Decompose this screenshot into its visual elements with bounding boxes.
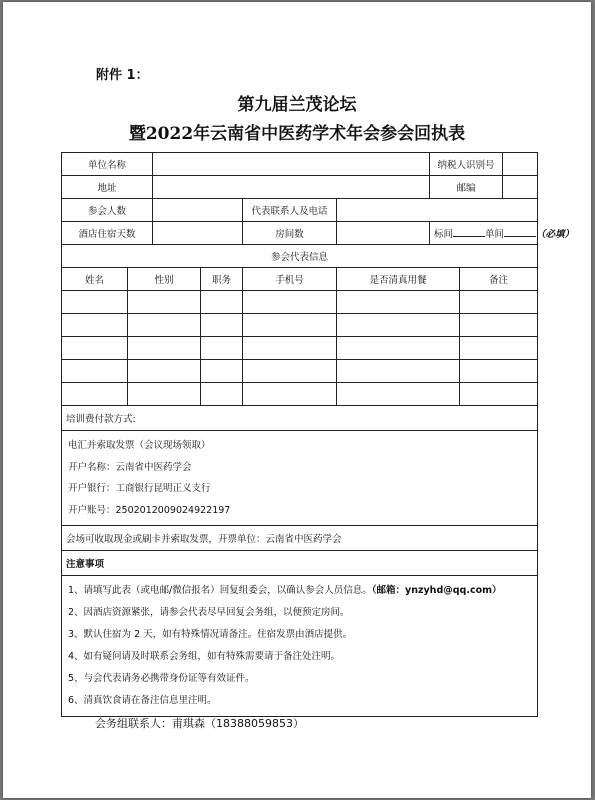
onsite-payment-text: 会场可收取现金或刷卡并索取发票，开票单位：云南省中医药学会 bbox=[62, 526, 538, 551]
notes-block bbox=[62, 576, 538, 717]
required-label: （必填） bbox=[536, 229, 575, 240]
col-header-halal: 是否清真用餐 bbox=[337, 268, 460, 291]
attendee-count-label: 参会人数 bbox=[62, 199, 153, 222]
hotel-days-field[interactable] bbox=[153, 222, 243, 245]
rep-contact-field[interactable] bbox=[337, 199, 538, 222]
row-unit bbox=[62, 153, 538, 176]
single-room-label: 单间 bbox=[485, 229, 505, 240]
postcode-label: 邮编 bbox=[430, 176, 503, 199]
title-line-1: 第九届兰茂论坛 bbox=[237, 95, 357, 115]
cell-phone[interactable] bbox=[243, 337, 337, 360]
cell-name[interactable] bbox=[62, 337, 128, 360]
col-header-position: 职务 bbox=[201, 268, 243, 291]
table-row bbox=[62, 360, 538, 383]
col-header-remarks: 备注 bbox=[460, 268, 538, 291]
cell-gender[interactable] bbox=[128, 360, 201, 383]
standard-room-blank[interactable] bbox=[453, 226, 485, 237]
note-item: 6、清真饮食请在备注信息里注明。 bbox=[68, 695, 217, 706]
cell-position[interactable] bbox=[201, 337, 243, 360]
standard-room-label: 标间 bbox=[434, 229, 454, 240]
note-item bbox=[68, 580, 531, 602]
cell-halal[interactable] bbox=[337, 360, 460, 383]
note-item: 4、如有疑问请及时联系会务组，如有特殊需要请于备注处注明。 bbox=[68, 651, 341, 662]
cell-remarks[interactable] bbox=[460, 314, 538, 337]
email-note: （邮箱：ynzyhd@qq.com） bbox=[371, 585, 502, 596]
row-payment-details bbox=[62, 431, 538, 526]
cell-name[interactable] bbox=[62, 291, 128, 314]
document-page bbox=[3, 2, 591, 798]
cell-position[interactable] bbox=[201, 291, 243, 314]
col-header-name: 姓名 bbox=[62, 268, 128, 291]
note-item: 2、因酒店资源紧张，请参会代表尽早回复会务组，以便预定房间。 bbox=[68, 607, 350, 618]
cell-phone[interactable] bbox=[243, 314, 337, 337]
row-column-headers bbox=[62, 268, 538, 291]
table-row bbox=[62, 337, 538, 360]
cell-phone[interactable] bbox=[243, 383, 337, 406]
payment-line-transfer: 电汇并索取发票（会议现场领取） bbox=[68, 440, 211, 451]
row-notes-title bbox=[62, 551, 538, 576]
notes-title: 注意事项 bbox=[62, 551, 538, 576]
cell-gender[interactable] bbox=[128, 337, 201, 360]
taxpayer-id-field[interactable] bbox=[503, 153, 538, 176]
cell-position[interactable] bbox=[201, 314, 243, 337]
cell-halal[interactable] bbox=[337, 314, 460, 337]
cell-position[interactable] bbox=[201, 383, 243, 406]
cell-name[interactable] bbox=[62, 360, 128, 383]
address-field[interactable] bbox=[153, 176, 430, 199]
payment-line-bank: 开户银行：工商银行昆明正义支行 bbox=[68, 483, 211, 494]
payment-line-account-name: 开户名称：云南省中医药学会 bbox=[68, 461, 192, 473]
note-item: 3、默认住宿为 2 天，如有特殊情况请备注。住宿发票由酒店提供。 bbox=[68, 629, 353, 640]
postcode-field[interactable] bbox=[503, 176, 538, 199]
single-room-blank[interactable] bbox=[504, 226, 536, 237]
cell-name[interactable] bbox=[62, 314, 128, 337]
note-text: 1、请填写此表（或电邮/微信报名）回复组委会，以确认参会人员信息。 bbox=[68, 585, 372, 596]
contact-person: 会务组联系人：甫琪森（18388059853） bbox=[95, 717, 304, 730]
room-type-cell[interactable] bbox=[430, 222, 575, 245]
payment-method-label: 培训费付款方式: bbox=[62, 406, 538, 431]
attachment-label: 附件 1： bbox=[96, 68, 149, 83]
row-rep-info-header bbox=[62, 245, 538, 268]
cell-remarks[interactable] bbox=[460, 291, 538, 314]
col-header-gender: 性别 bbox=[128, 268, 201, 291]
cell-phone[interactable] bbox=[243, 291, 337, 314]
cell-position[interactable] bbox=[201, 360, 243, 383]
title-line-2: 暨2022年云南省中医药学术年会参会回执表 bbox=[128, 124, 466, 144]
cell-halal[interactable] bbox=[337, 337, 460, 360]
row-address bbox=[62, 176, 538, 199]
attendee-count-field[interactable] bbox=[153, 199, 243, 222]
cell-halal[interactable] bbox=[337, 291, 460, 314]
taxpayer-id-label: 纳税人识别号 bbox=[430, 153, 503, 176]
room-count-field[interactable] bbox=[337, 222, 430, 245]
table-row bbox=[62, 314, 538, 337]
address-label: 地址 bbox=[62, 176, 153, 199]
row-payment-label bbox=[62, 406, 538, 431]
cell-gender[interactable] bbox=[128, 383, 201, 406]
table-row bbox=[62, 383, 538, 406]
room-count-label: 房间数 bbox=[243, 222, 337, 245]
cell-halal[interactable] bbox=[337, 383, 460, 406]
cell-gender[interactable] bbox=[128, 291, 201, 314]
row-onsite-payment bbox=[62, 526, 538, 551]
hotel-days-label: 酒店住宿天数 bbox=[62, 222, 153, 245]
rep-info-label: 参会代表信息 bbox=[62, 245, 538, 268]
note-item: 5、与会代表请务必携带身份证等有效证件。 bbox=[68, 673, 255, 684]
payment-details-block bbox=[62, 431, 538, 526]
col-header-phone: 手机号 bbox=[243, 268, 337, 291]
row-hotel bbox=[62, 222, 538, 245]
registration-form-table bbox=[61, 152, 575, 717]
cell-remarks[interactable] bbox=[460, 383, 538, 406]
cell-remarks[interactable] bbox=[460, 337, 538, 360]
payment-line-account-number: 开户账号：2502012009024922197 bbox=[68, 504, 231, 516]
row-attendees bbox=[62, 199, 538, 222]
unit-name-field[interactable] bbox=[153, 153, 430, 176]
cell-gender[interactable] bbox=[128, 314, 201, 337]
cell-name[interactable] bbox=[62, 383, 128, 406]
rep-contact-label: 代表联系人及电话 bbox=[243, 199, 337, 222]
cell-remarks[interactable] bbox=[460, 360, 538, 383]
unit-name-label: 单位名称 bbox=[62, 153, 153, 176]
table-row bbox=[62, 291, 538, 314]
row-notes bbox=[62, 576, 538, 717]
cell-phone[interactable] bbox=[243, 360, 337, 383]
